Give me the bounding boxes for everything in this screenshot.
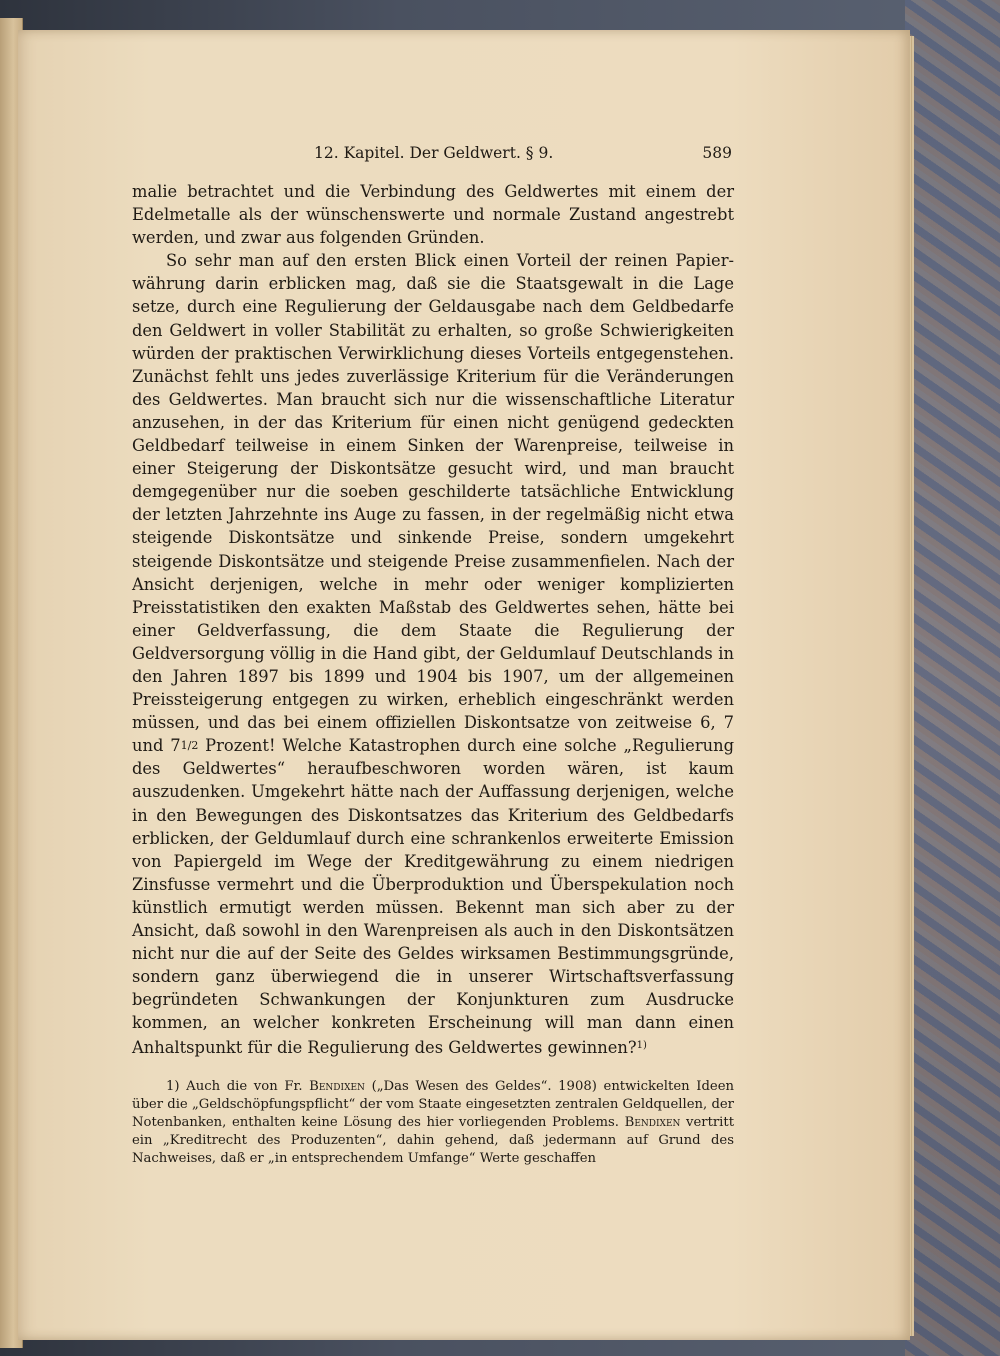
- footnote-part-1: 1) Auch die von Fr.: [166, 1078, 310, 1094]
- body-text: [132, 180, 734, 1060]
- running-head: [132, 140, 734, 166]
- paragraph-2-part-2: Prozent! Welche Katastrophen durch eine solche „Regulierung des Geldwertes“ heraufbeschworen worden wären, ist kaum auszudenken. Umgekehrt hätte nach der Auffassung derjenigen, welche in den Bewegungen des Diskontsatzes das Kriterium des Geldbedarfs erblicken, der Geldumlauf durch eine schrankenlos erweiterte Emission von Papiergeld im Wege der Kreditgewährung zu einem niedrigen Zinsfusse vermehrt und die Überproduktion und Überspekulation noch künstlich ermutigt werden müssen. Bekennt man sich aber zu der Ansicht, daß sowohl in den Warenpreisen als auch in den Diskontsätzen nicht nur die auf der Seite des Geldes wirksamen Bestimmungsgründe, sondern ganz überwiegend die in unserer Wirtschaftsverfassung begründeten Schwankungen der Konjunkturen zum Ausdrucke kommen, an welcher konkreten Erscheinung will man dann einen Anhaltspunkt für die Regulierung des Geldwertes gewinnen?: [132, 736, 734, 1058]
- marbled-book-cover: [905, 0, 1000, 1356]
- paragraph-2: [132, 249, 734, 1059]
- footnote-reference: 1): [636, 1040, 647, 1052]
- footnote-author-name-2: Bendixen: [624, 1114, 681, 1130]
- page-text-block: [132, 140, 734, 1169]
- footnote-author-name: Bendixen: [309, 1078, 365, 1094]
- fraction-half: 1/2: [180, 739, 199, 753]
- running-title: 12. Kapitel. Der Geldwert. § 9.: [314, 144, 554, 162]
- paragraph-1: malie betrachtet und die Verbindung des Geldwertes mit einem der Edelmetalle als der wünschenswerte und normale Zustand angestrebt werden, und zwar aus folgenden Gründen.: [132, 182, 734, 248]
- footnote-part-3: vertritt ein „Kreditrecht des Produzenten“, dahin gehend, daß jedermann auf Grund des Nachweises, daß er „in entsprechendem Umfange“ Werte geschaffen: [132, 1114, 734, 1167]
- footnote-part-2: („Das Wesen des Geldes“. 1908) entwickelten Ideen über die „Geldschöpfungspflicht“ der vom Staate eingesetzten zentralen Geldquellen, der Notenbanken, enthalten keine Lösung des hier vorliegenden Problems.: [132, 1078, 735, 1130]
- footnote: [132, 1078, 734, 1169]
- page-number: 589: [702, 144, 732, 162]
- paragraph-2-part-1: So sehr man auf den ersten Blick einen Vorteil der reinen Papierwährung darin erblicken mag, daß sie die Staatsgewalt in die Lage setze, durch eine Regulierung der Geldausgabe nach dem Geldbedarfe den Geldwert in voller Stabilität zu erhalten, so große Schwierigkeiten würden der praktischen Verwirklichung dieses Vorteils entgegenstehen. Zunächst fehlt uns jedes zuverlässige Kriterium für die Veränderungen des Geldwertes. Man braucht sich nur die wissenschaftliche Literatur anzusehen, in der das Kriterium für einen nicht genügend gedeckten Geldbedarf teilweise in einem Sinken der Warenpreise, teilweise in einer Steigerung der Diskontsätze gesucht wird, und man braucht demgegenüber nur die soeben geschilderte tatsächliche Entwicklung der letzten Jahrzehnte ins Auge zu fassen, in der regelmäßig nicht etwa steigende Diskontsätze und sinkende Preise, sondern umgekehrt steigende Diskontsätze und steigende Preise zusammenfielen. Nach der Ansicht derjenigen, welche in mehr oder weniger komplizierten Preisstatistiken den exakten Maßstab des Geldwertes sehen, hätte bei einer Geldverfassung, die dem Staate die Regulierung der Geldversorgung völlig in die Hand gibt, der Geldumlauf Deutschlands in den Jahren 1897 bis 1899 und 1904 bis 1907, um der allgemeinen Preissteigerung entgegen zu wirken, erheblich eingeschränkt werden müssen, und das bei einem offiziellen Diskontsatze von zeitweise 6, 7 und 7: [132, 251, 734, 756]
